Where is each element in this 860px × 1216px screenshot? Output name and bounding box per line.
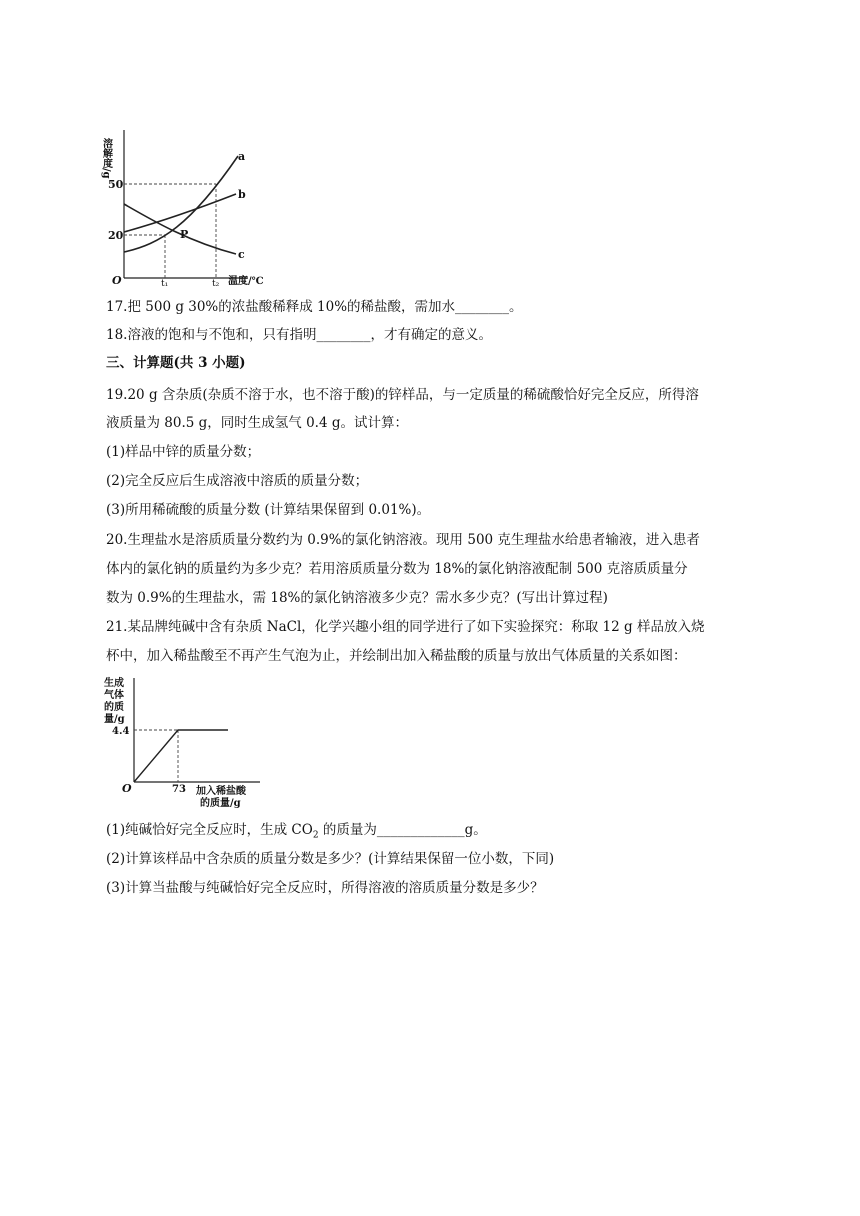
graph2-ylabel-1: 生成 bbox=[104, 678, 124, 689]
question-19-sub1: (1)样品中锌的质量分数； bbox=[106, 444, 261, 460]
graph1-ytick-20: 20 bbox=[108, 229, 124, 242]
solubility-graph bbox=[100, 126, 280, 286]
question-19-sub3: (3)所用稀硫酸的质量分数 (计算结果保留到 0.01%)。 bbox=[106, 502, 431, 518]
gas-mass-graph bbox=[100, 672, 270, 812]
question-19-line2: 液质量为 80.5 g，同时生成氢气 0.4 g。试计算： bbox=[106, 415, 408, 431]
question-20-line3: 数为 0.9%的生理盐水，需 18%的氯化钠溶液多少克？需水多少克？(写出计算过程) bbox=[106, 590, 608, 606]
curve-c-label: c bbox=[238, 248, 245, 261]
graph2-origin: O bbox=[122, 782, 132, 795]
graph2-xlabel-1: 加入稀盐酸 bbox=[196, 786, 246, 797]
curve-b-label: b bbox=[238, 188, 246, 201]
question-21-sub3: (3)计算当盐酸与纯碱恰好完全反应时，所得溶液的溶质质量分数是多少？ bbox=[106, 880, 544, 896]
graph1-ylabel: 溶解度/g bbox=[100, 138, 112, 179]
graph2-xtick: 73 bbox=[172, 784, 186, 795]
gas-line bbox=[134, 730, 228, 782]
graph2-ylabel-2: 气体 bbox=[104, 690, 124, 701]
question-19-line1: 19.20 g 含杂质(杂质不溶于水，也不溶于酸)的锌样品，与一定质量的稀硫酸恰好完全反应，所得溶 bbox=[106, 387, 699, 403]
section-3-title: 三、计算题(共 3 小题) bbox=[106, 355, 246, 371]
graph1-xtick-t1: t₁ bbox=[161, 279, 169, 286]
graph2-ylabel-4: 量/g bbox=[104, 714, 125, 725]
graph1-xtick-t2: t₂ bbox=[212, 279, 220, 286]
question-21-sub2: (2)计算该样品中含杂质的质量分数是多少？(计算结果保留一位小数，下同) bbox=[106, 851, 555, 867]
graph2-ylabel-3: 的质 bbox=[104, 702, 124, 713]
question-19-sub2: (2)完全反应后生成溶液中溶质的质量分数； bbox=[106, 473, 369, 489]
point-p-label: P bbox=[180, 228, 189, 241]
question-20-line1: 20.生理盐水是溶质质量分数约为 0.9%的氯化钠溶液。现用 500 克生理盐水给患者输液，进入患者 bbox=[106, 532, 700, 548]
question-20-line2: 体内的氯化钠的质量约为多少克？若用溶质质量分数为 18%的氯化钠溶液配制 500 克溶质质量分 bbox=[106, 561, 688, 577]
graph2-xlabel-2: 的质量/g bbox=[200, 798, 241, 809]
question-21-sub1: (1)纯碱恰好完全反应时，生成 $CO_2$ 的质量为_____________g。 bbox=[106, 822, 487, 841]
question-18: 18.溶液的饱和与不饱和，只有指明________，才有确定的意义。 bbox=[106, 327, 492, 343]
question-21-line2: 杯中，加入稀盐酸至不再产生气泡为止，并绘制出加入稀盐酸的质量与放出气体质量的关系如图： bbox=[106, 648, 687, 664]
curve-a-label: a bbox=[238, 150, 246, 163]
question-17: 17.把 500 g 30%的浓盐酸稀释成 10%的稀盐酸，需加水________。 bbox=[106, 299, 523, 315]
graph1-xlabel: 温度/℃ bbox=[228, 276, 264, 286]
graph1-ytick-50: 50 bbox=[108, 178, 124, 191]
graph1-origin: O bbox=[112, 274, 122, 286]
question-21-line1: 21.某品牌纯碱中含有杂质 NaCl，化学兴趣小组的同学进行了如下实验探究：称取 12 g 样品放入烧 bbox=[106, 619, 705, 635]
graph2-ytick: 4.4 bbox=[112, 726, 130, 737]
